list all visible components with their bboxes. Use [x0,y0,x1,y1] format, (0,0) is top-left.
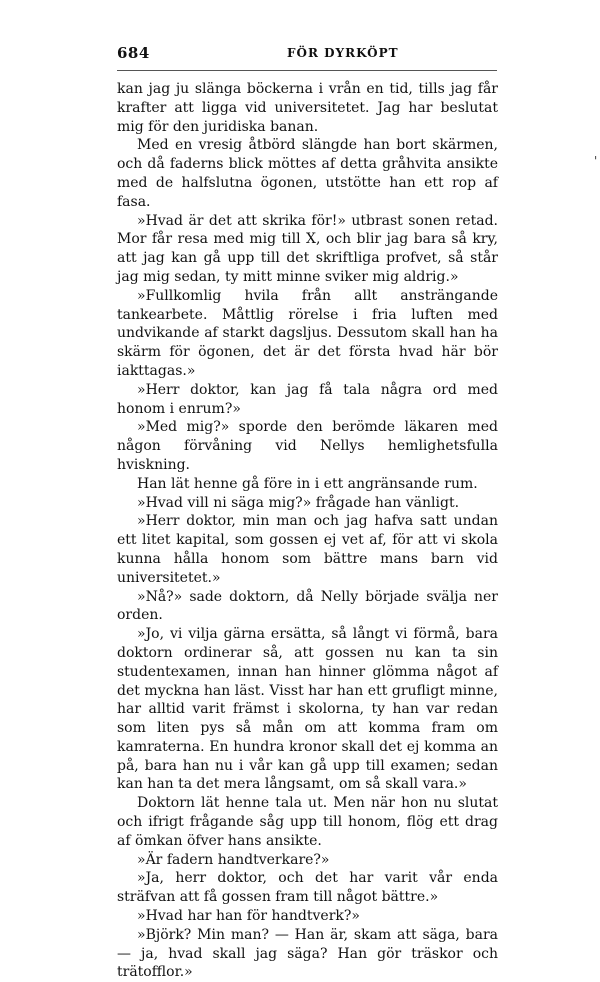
paragraph: »Fullkomlig hvila från allt ansträngande tankearbete. Måttlig rörelse i fria luften med undvikande af starkt dagsljus. Dessutom skall han ha skärm för ögonen, det är det första hvad här bör iakttagas.» [117,287,498,379]
paragraph: »Herr doktor, kan jag få tala några ord med honom i enrum?» [117,381,498,417]
paragraph: kan jag ju slänga böckerna i vrån en tid, tills jag får krafter att ligga vid universitetet. Jag har beslutat mig för den juridiska banan. [117,81,498,135]
paragraph: Doktorn lät henne tala ut. Men när hon nu slutat och ifrigt frågande såg upp till honom, flög ett drag af ömkan öfver hans ansikte. [117,795,498,849]
header-rule [117,70,497,71]
paragraph: »Hvad har han för handtverk?» [137,908,360,925]
paragraph: Han lät henne gå före in i ett angränsande rum. [137,475,478,492]
paragraph: »Med mig?» sporde den berömde läkaren med någon förvåning vid Nellys hemlighetsfulla hviskning. [117,419,498,473]
margin-mark: ' [594,154,598,168]
paragraph: »Björk? Min man? — Han är, skam att säga, bara — ja, hvad skall jag säga? Han gör träskor och trätofflor.» [117,926,498,981]
paragraph: »Ja, herr doktor, och det har varit vår enda sträfvan att få gossen fram till något bättre.» [117,870,498,906]
paragraph: »Hvad är det att skrika för!» utbrast sonen retad. Mor får resa med mig till X, och blir jag bara så kry, att jag kan gå upp till det skriftliga profvet, så står jag mig sedan, ty mitt minne sviker mig aldrig.» [117,212,498,285]
paragraph: »Nå?» sade doktorn, då Nelly började svälja ner orden. [117,588,498,624]
page-number: 684 [117,44,150,62]
running-title: FÖR DYRKÖPT [287,46,399,60]
paragraph: »Är fadern handtverkare?» [137,851,330,868]
page-header [117,44,495,64]
paragraph: Med en vresig åtbörd slängde han bort skärmen, och då faderns blick möttes af detta gråhvita ansikte med de halfslutna ögonen, utstötte han ett rop af fasa. [117,137,498,210]
body-text [117,80,498,982]
paragraph: »Jo, vi vilja gärna ersätta, så långt vi förmå, bara doktorn ordinerar så, att gossen nu kan ta sin studentexamen, innan han hinner glömma något af det myckna han läst. Visst har han ett grufligt minne, har alltid varit främst i skolorna, ty han var redan som liten pys så mån om att komma fram om kamraterna. En hundra kronor skall det ej komma an på, bara han nu i vår kan gå upp till examen; sedan kan han ta det mera långsamt, om så skall vara.» [117,626,498,793]
paragraph: »Hvad vill ni säga mig?» frågade han vänligt. [137,494,460,511]
paragraph: »Herr doktor, min man och jag hafva satt undan ett litet kapital, som gossen ej vet af, för att vi skola kunna hålla honom som bättre mans barn vid universitetet.» [117,513,498,586]
